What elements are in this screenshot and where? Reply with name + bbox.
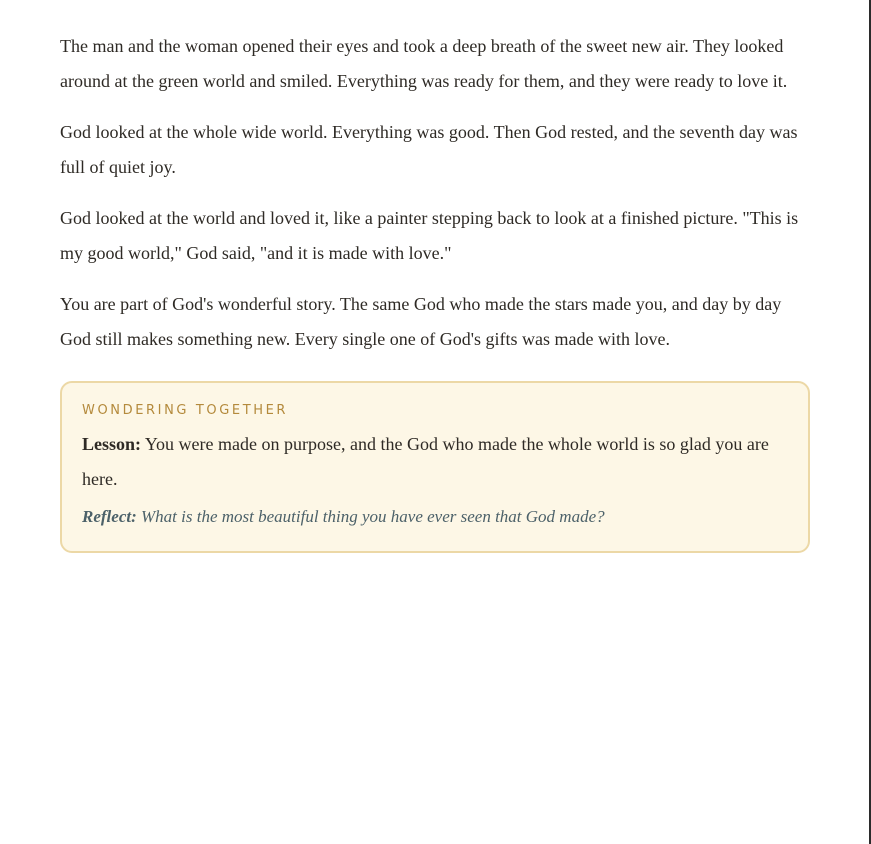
wondering-together-callout [60, 381, 810, 553]
story-content [60, 29, 810, 553]
reflect-label: Reflect: [82, 507, 137, 526]
story-paragraph-1: The man and the woman opened their eyes and took a deep breath of the sweet new air. They looked around at the green world and smiled. Everything was ready for them, and they were ready to love it. [60, 36, 788, 91]
story-paragraph-2: God looked at the whole wide world. Everything was good. Then God rested, and the seventh day was full of quiet joy. [60, 122, 798, 177]
lesson-label: Lesson: [82, 434, 142, 454]
lesson-text: You were made on purpose, and the God who made the whole world is so glad you are here. [82, 434, 769, 489]
reflect-line [82, 501, 788, 533]
lesson-line [82, 427, 788, 497]
reflect-question: What is the most beautiful thing you have ever seen that God made? [136, 507, 605, 526]
callout-heading: WONDERING TOGETHER [82, 403, 289, 418]
story-paragraph-3: God looked at the world and loved it, like a painter stepping back to look at a finished picture. "This is my good world," God said, "and it is made with love." [60, 208, 799, 263]
story-paragraph-4: You are part of God's wonderful story. The same God who made the stars made you, and day by day God still makes something new. Every single one of God's gifts was made with love. [60, 294, 782, 349]
